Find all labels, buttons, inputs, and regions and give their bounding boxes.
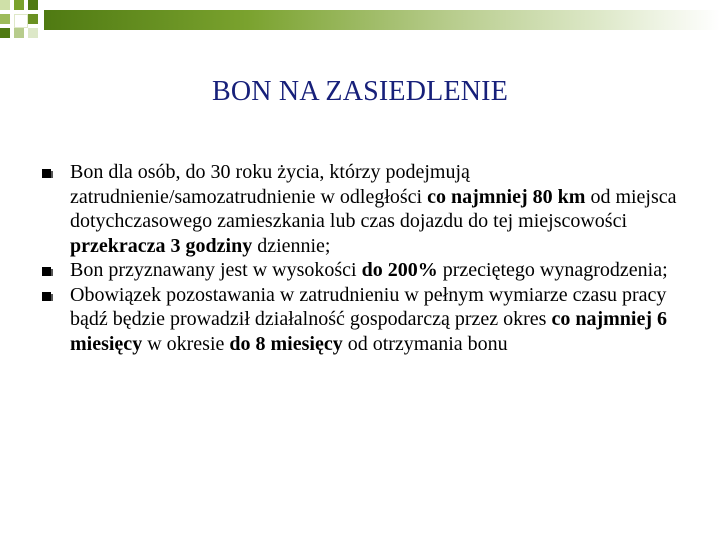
header-decoration [0,0,720,50]
bullet-emphasis: do 200% [361,259,438,281]
green-square-icon [14,28,24,38]
bullet-text: Bon przyznawany jest w wysokości [70,259,362,281]
bullet-list [40,160,680,356]
square-bullet-icon [42,169,51,178]
gradient-bar [44,10,720,30]
bullet-text: w okresie [142,332,230,355]
bullet-text: przeciętego wynagrodzenia; [437,259,668,281]
bullet-emphasis: co najmniej 6 miesięcy [70,308,667,355]
bullet-item [40,160,680,258]
green-square-icon [14,0,24,10]
bullet-text: Bon dla osób, do 30 roku życia, którzy podejmują zatrudnienie/samozatrudnienie w odległości [70,161,470,208]
bullet-text: od miejsca dotychczasowego zamieszkania lub czas dojazdu do tej miejscowości [70,185,677,232]
bullet-text: dziennie; [252,234,331,257]
green-square-icon [0,0,10,10]
green-square-icon [14,14,28,28]
green-square-icon [28,14,38,24]
green-square-icon [28,0,38,10]
bullet-emphasis: przekracza 3 godziny [70,234,253,257]
slide-title: BON NA ZASIEDLENIE [211,76,508,107]
bullet-item [40,283,680,357]
bullet-emphasis: do 8 miesięcy [229,332,343,355]
square-bullet-icon [42,292,51,301]
bullet-emphasis: co najmniej 80 km [427,185,586,208]
green-square-icon [0,28,10,38]
green-square-icon [0,14,10,24]
bullet-item [40,258,680,283]
bullet-text: od otrzymania bonu [342,332,508,355]
square-bullet-icon [42,267,51,276]
bullet-text: Obowiązek pozostawania w zatrudnieniu w pełnym wymiarze czasu pracy bądź będzie prowadził działalność gospodarczą przez okres [70,283,667,330]
green-square-icon [28,28,38,38]
